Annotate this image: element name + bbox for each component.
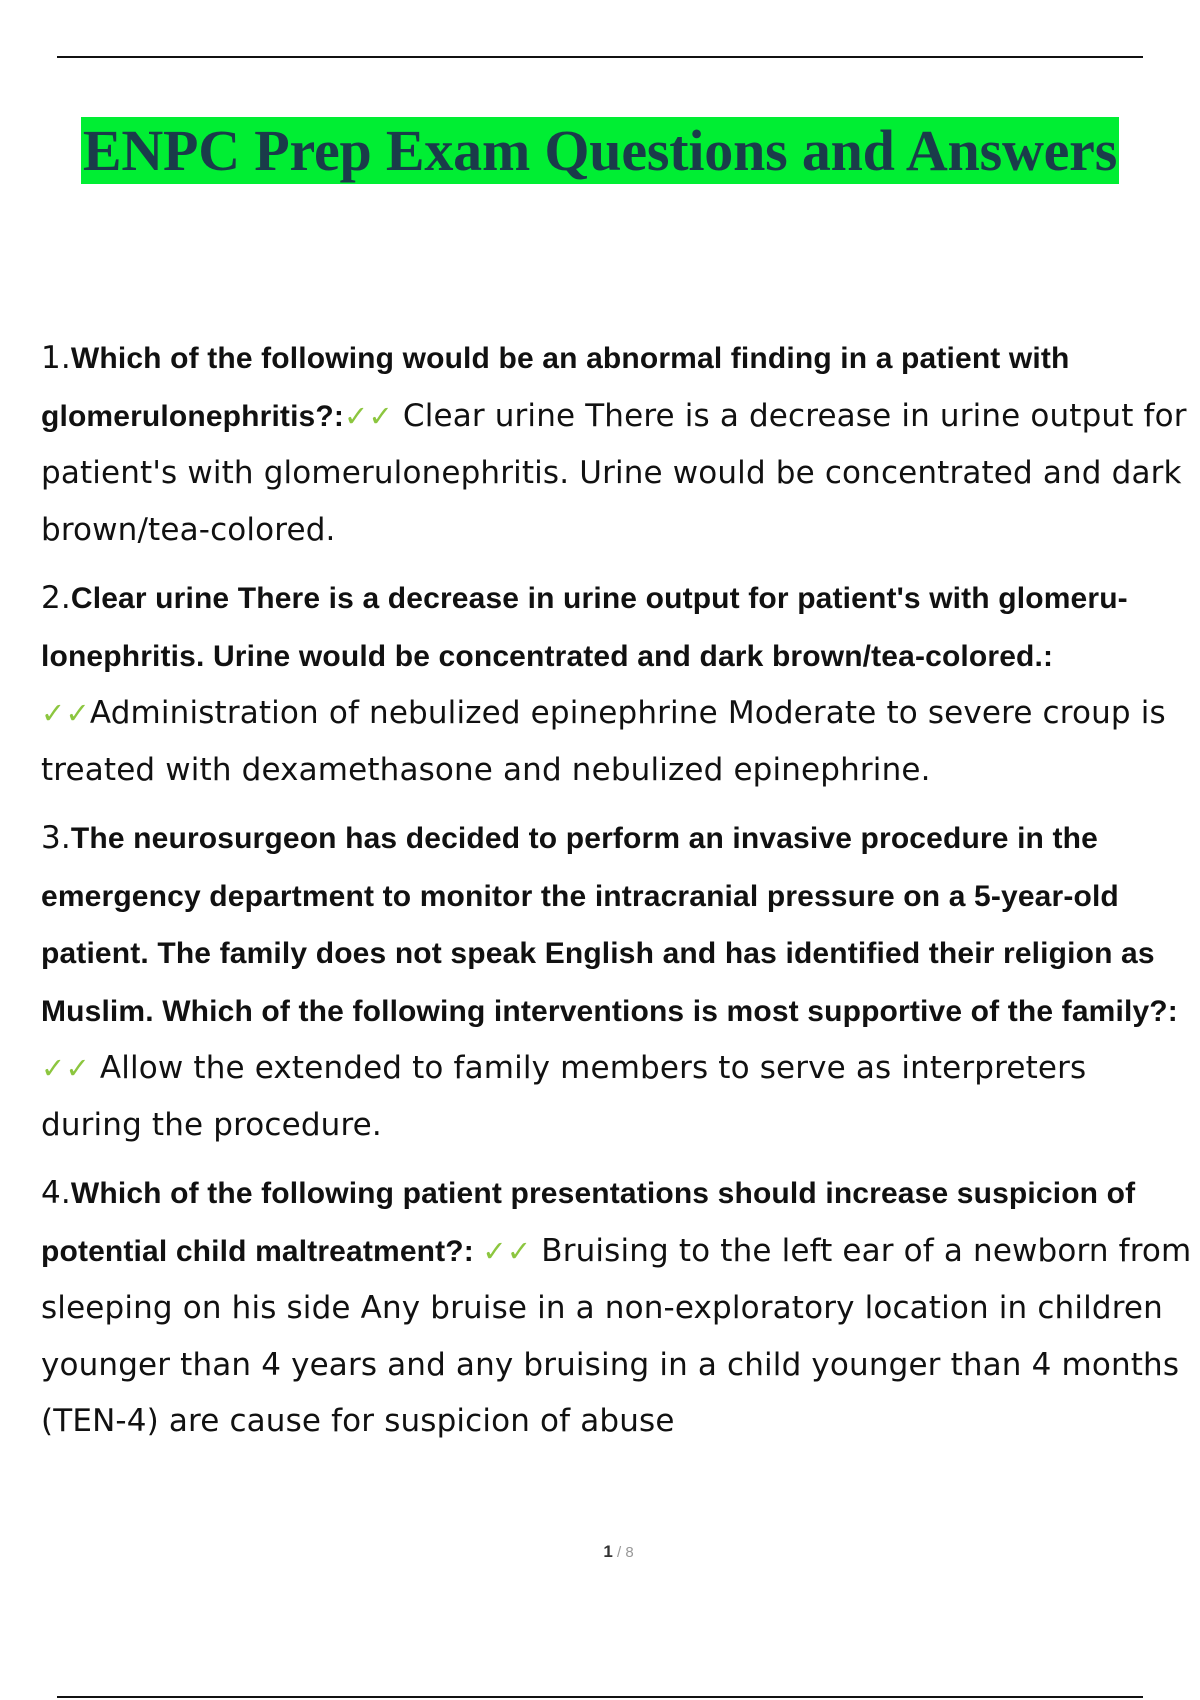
answer-text: Administration of nebulized epinephrine Moderate to severe croup is treated with dexamethasone and nebulized epinephrine. [41,695,1166,788]
question-text: Clear urine There is a decrease in urine output for patient's with glomeru- lonephritis. Urine would be concentrated and dark brown/tea-colored.: [41,582,1128,673]
question-text: Which of the following patient presentations should increase suspicion of potential child maltreatment?: [41,1177,1136,1268]
page-separator: / [612,1544,626,1561]
item-number: 2. [41,580,71,616]
question-text: Which of the following would be an abnormal finding in a patient with glomerulonephritis?: [41,342,1070,433]
qa-item-1 [41,330,1193,558]
bottom-divider [57,1696,1143,1698]
answer-text: Clear urine There is a decrease in urine output for patient's with glomerulonephritis. Urine would be concentrated and dark brown/tea-colored. [41,397,1187,548]
double-check-icon: ✓✓ [344,398,393,433]
question-text: The neurosurgeon has decided to perform an invasive procedure in the emergency department to monitor the intracranial pressure on a 5-year-old patient. The family does not speak English and has identified their religion as Muslim. Which of the following interventions is most supportive of the family?: [41,822,1178,1028]
double-check-icon: ✓✓ [41,696,90,730]
qa-item-3 [41,810,1193,1153]
answer-text: Bruising to the left ear of a newborn from sleeping on his side Any bruise in a non-exploratory location in children younger than 4 years and any bruising in a child younger than 4 months (TEN-4) are cause for suspicion of abuse [41,1232,1192,1439]
double-check-icon: ✓✓ [41,1051,90,1085]
item-number: 1. [41,340,71,376]
page-total: 8 [625,1544,634,1561]
item-number: 4. [41,1175,71,1211]
qa-list [41,330,1193,1462]
page-current: 1 [603,1542,613,1561]
title-container [0,117,1200,184]
qa-item-4 [41,1165,1193,1450]
answer-text: Allow the extended to family members to serve as interpreters during the procedure. [41,1050,1087,1143]
document-title: ENPC Prep Exam Questions and Answers [82,118,1118,183]
qa-item-2 [41,570,1193,798]
top-divider [57,56,1143,58]
page-indicator [0,1542,1200,1562]
double-check-icon: ✓✓ [482,1233,532,1268]
item-number: 3. [41,820,71,856]
